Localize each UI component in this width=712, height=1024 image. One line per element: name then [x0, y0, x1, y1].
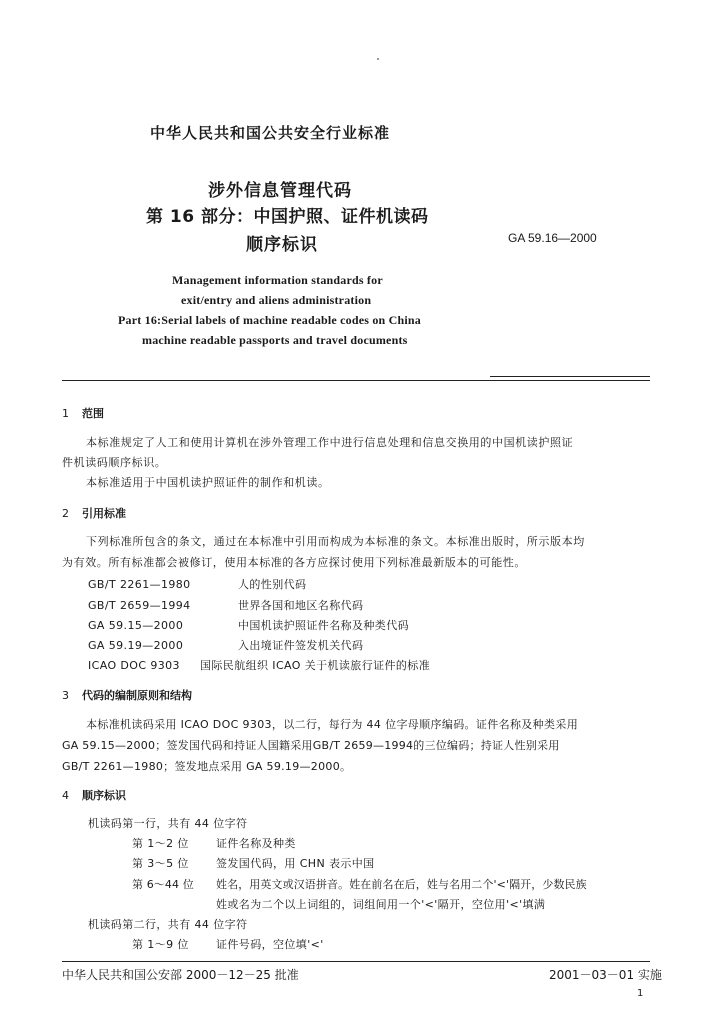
section-1-heading — [62, 405, 104, 421]
section-2-heading — [62, 505, 126, 521]
position-description-continued: 姓或名为二个以上词组的，词组间用一个'<'隔开，空位用'<'填满 — [216, 898, 546, 911]
line-2-heading: 机读码第二行，共有 44 位字符 — [88, 918, 248, 931]
position-label: 第 1～2 位 — [132, 837, 189, 850]
position-label: 第 3～5 位 — [132, 857, 189, 870]
section-1-paragraph-1a: 本标准规定了人工和使用计算机在涉外管理工作中进行信息处理和信息交换用的中国机读护照证 — [86, 436, 574, 449]
header-rule-accent — [490, 376, 650, 377]
position-row — [132, 855, 375, 871]
reference-row — [88, 576, 306, 592]
position-row — [132, 936, 324, 952]
implementation-date: 2001－03－01 实施 — [549, 968, 662, 982]
section-1-paragraph-2: 本标准适用于中国机读护照证件的制作和机读。 — [86, 476, 330, 489]
english-title-line-2: exit/entry and aliens administration — [181, 293, 372, 307]
reference-name: 国际民航组织 ICAO 关于机读旅行证件的标准 — [200, 659, 431, 672]
title-line-1: 涉外信息管理代码 — [208, 181, 352, 201]
position-description: 姓名，用英文或汉语拼音。姓在前名在后，姓与名用二个'<'隔开，少数民族 — [216, 878, 587, 891]
section-number: 2 — [62, 507, 69, 520]
scan-speck — [377, 58, 379, 60]
section-number: 1 — [62, 407, 69, 420]
approval-date: 中华人民共和国公安部 2000－12－25 批准 — [62, 968, 299, 982]
position-label: 第 6～44 位 — [132, 878, 194, 891]
reference-code: GB/T 2659—1994 — [88, 599, 191, 612]
reference-code: GB/T 2261—1980 — [88, 578, 191, 591]
reference-code: GA 59.19—2000 — [88, 639, 184, 652]
section-3-paragraph-a: 本标准机读码采用 ICAO DOC 9303，以二行，每行为 44 位字母顺序编码。证件名称及种类采用 — [86, 718, 579, 731]
reference-row — [88, 597, 363, 613]
reference-name: 入出境证件签发机关代码 — [238, 639, 364, 652]
position-row — [132, 876, 587, 892]
section-number: 4 — [62, 789, 69, 802]
position-description: 证件号码，空位填'<' — [216, 938, 324, 951]
section-2-paragraph-1a: 下列标准所包含的条文，通过在本标准中引用而构成为本标准的条文。本标准出版时，所示版本均 — [86, 535, 585, 548]
position-label: 第 1～9 位 — [132, 938, 189, 951]
title-line-3: 顺序标识 — [246, 235, 318, 255]
reference-row — [88, 637, 363, 653]
position-description: 证件名称及种类 — [216, 837, 296, 850]
reference-code: ICAO DOC 9303 — [88, 659, 180, 672]
header-rule — [62, 380, 650, 381]
section-4-heading — [62, 787, 126, 803]
section-3-heading — [62, 687, 192, 703]
footer-rule — [62, 961, 650, 962]
section-title: 引用标准 — [82, 507, 126, 520]
section-3-paragraph-c: GB/T 2261—1980；签发地点采用 GA 59.19—2000。 — [62, 760, 352, 773]
english-title-line-1: Management information standards for — [172, 273, 383, 287]
line-1-heading: 机读码第一行，共有 44 位字符 — [88, 817, 248, 830]
english-title-line-4: machine readable passports and travel documents — [142, 333, 408, 347]
english-title-line-3: Part 16:Serial labels of machine readable codes on China — [118, 313, 421, 327]
section-number: 3 — [62, 689, 69, 702]
section-2-paragraph-1b: 为有效。所有标准都会被修订，使用本标准的各方应探讨使用下列标准最新版本的可能性。 — [62, 556, 526, 569]
position-row — [132, 835, 296, 851]
section-1-paragraph-1b: 件机读码顺序标识。 — [62, 456, 167, 469]
position-description: 签发国代码，用 CHN 表示中国 — [216, 857, 375, 870]
page-number: 1 — [637, 988, 644, 999]
section-title: 代码的编制原则和结构 — [82, 689, 192, 702]
standard-code: GA 59.16—2000 — [508, 231, 597, 245]
reference-code: GA 59.15—2000 — [88, 619, 184, 632]
section-title: 顺序标识 — [82, 789, 126, 802]
issuing-organization: 中华人民共和国公共安全行业标准 — [150, 124, 391, 142]
reference-name: 中国机读护照证件名称及种类代码 — [238, 619, 409, 632]
title-line-2: 第 16 部分：中国护照、证件机读码 — [146, 207, 429, 227]
reference-name: 世界各国和地区名称代码 — [238, 599, 364, 612]
section-3-paragraph-b: GA 59.15—2000；签发国代码和持证人国籍采用GB/T 2659—1994的三位编码；持证人性别采用 — [62, 739, 560, 752]
section-title: 范围 — [82, 407, 104, 420]
reference-row — [88, 657, 430, 673]
reference-row — [88, 617, 409, 633]
reference-name: 人的性别代码 — [238, 578, 307, 591]
